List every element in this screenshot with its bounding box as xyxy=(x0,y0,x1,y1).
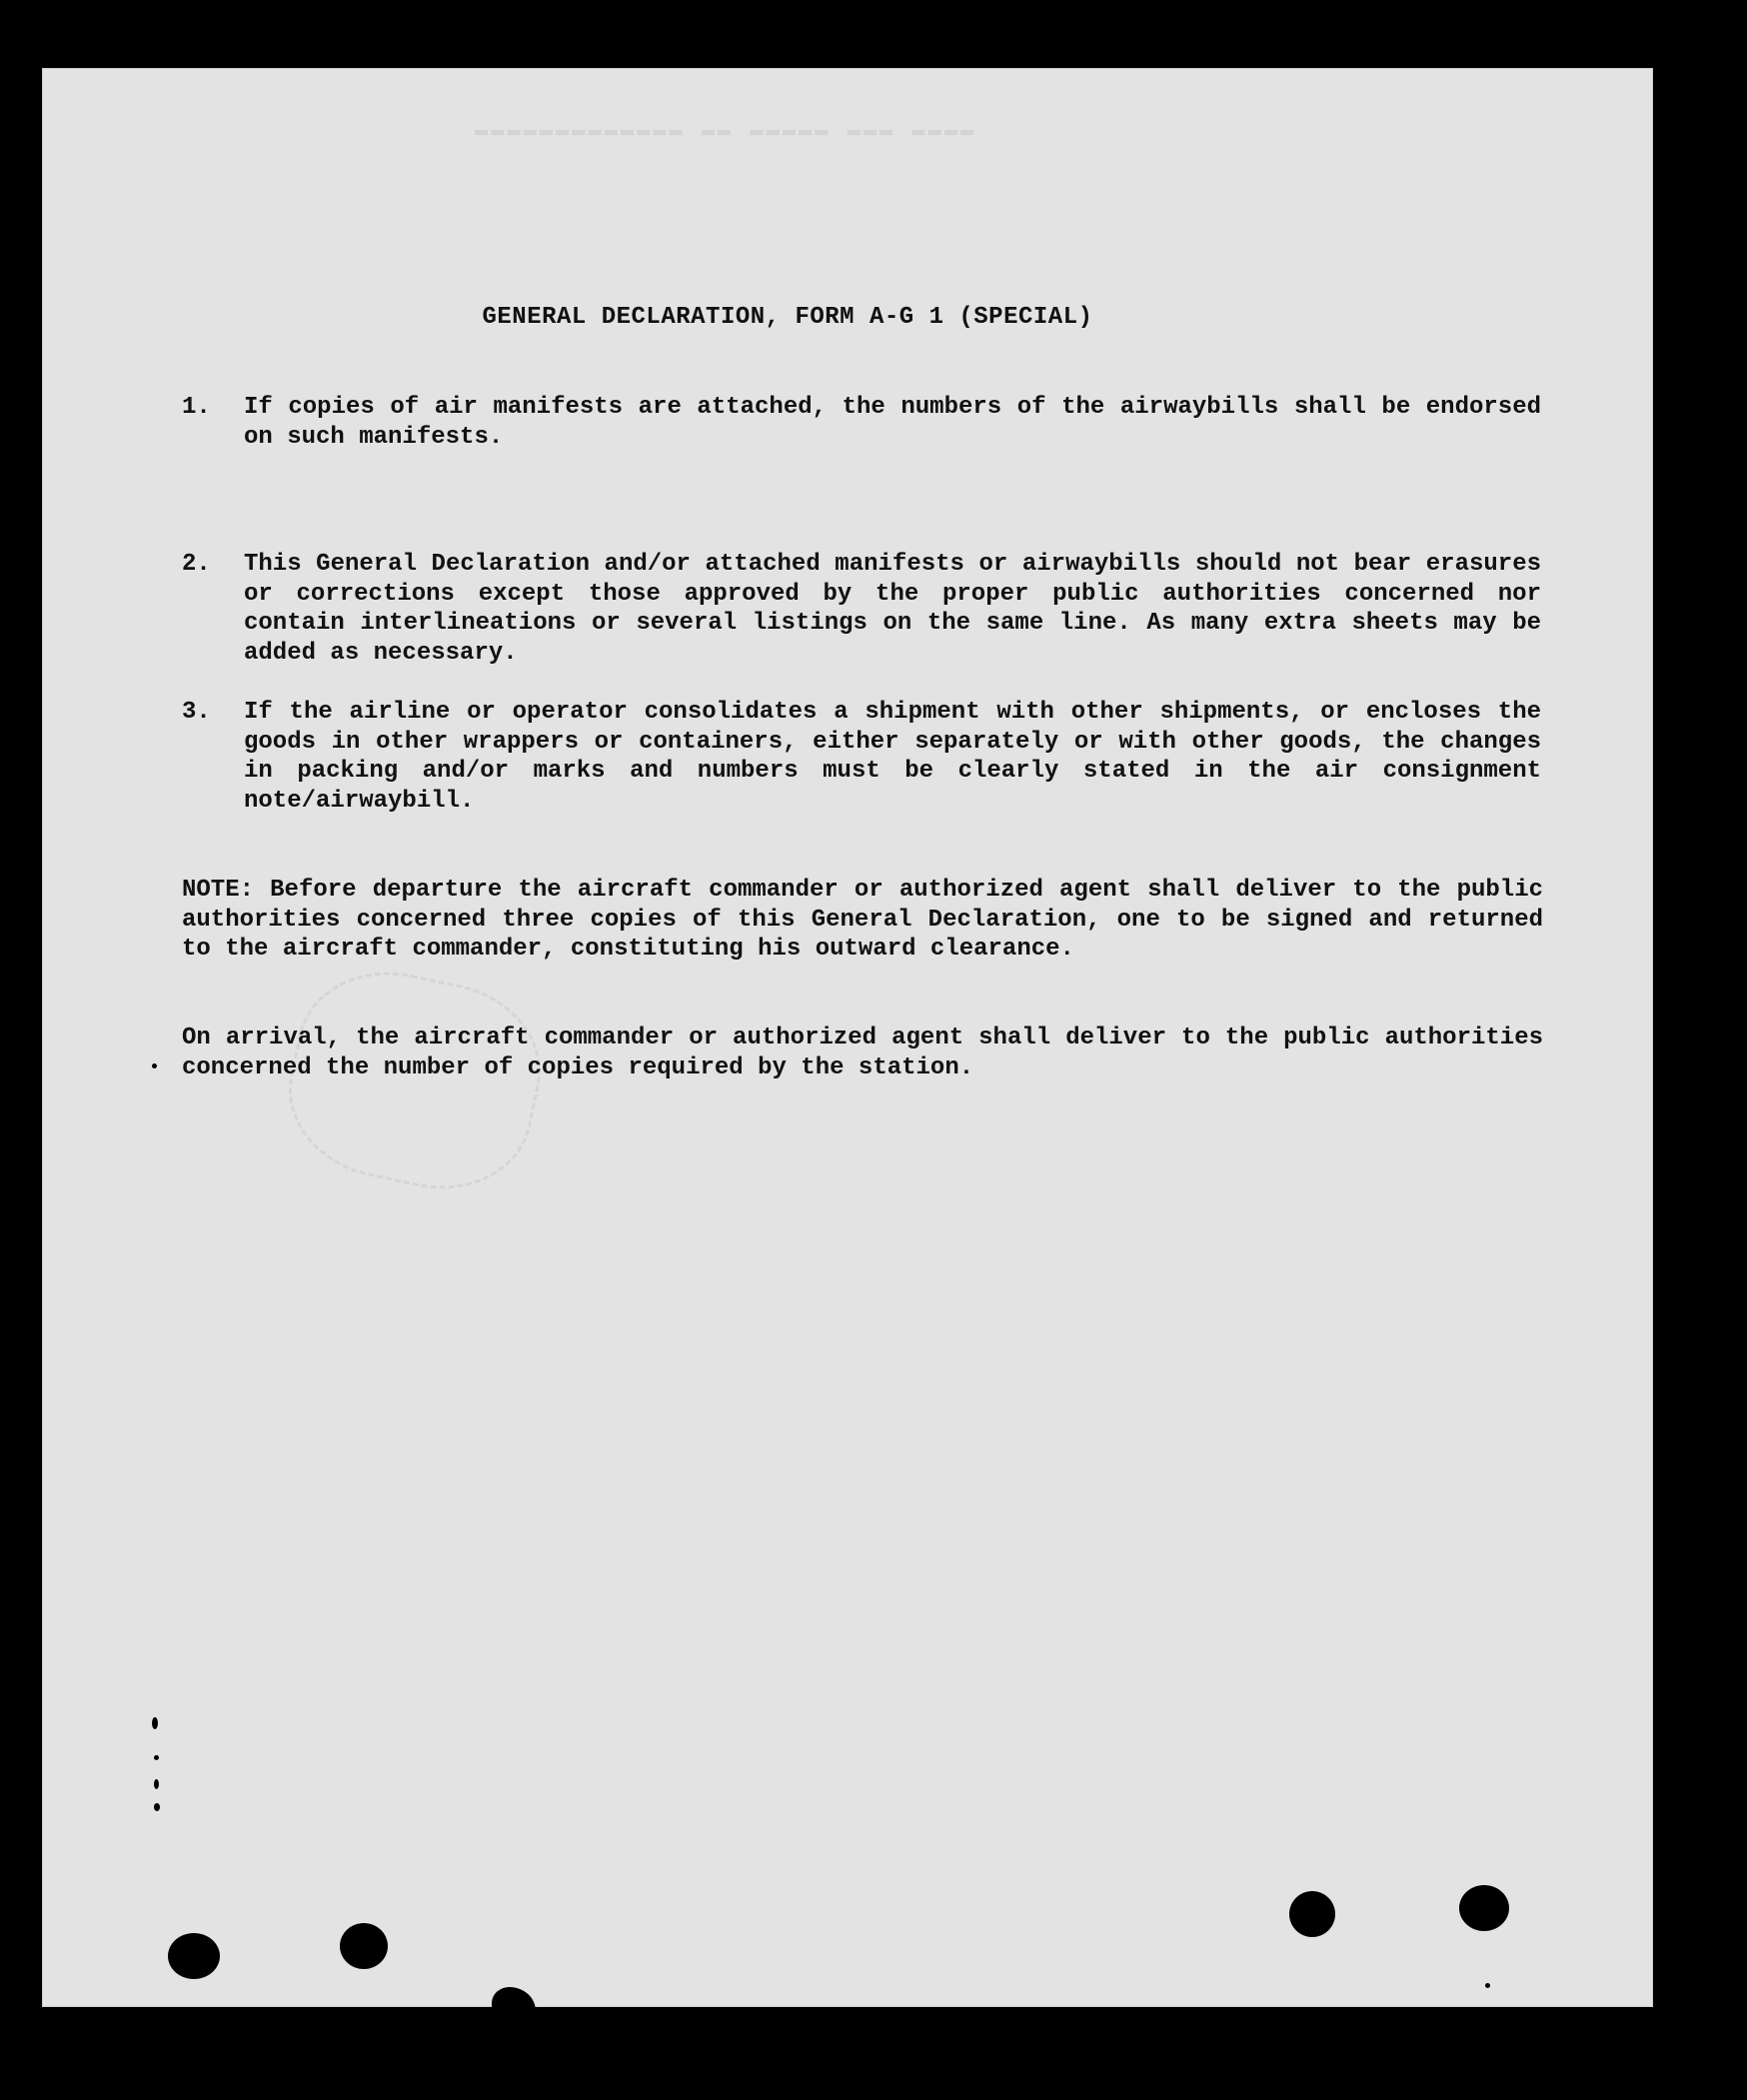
punch-hole xyxy=(1289,1891,1335,1937)
speck xyxy=(154,1755,159,1760)
list-item-number: 1. xyxy=(182,394,211,421)
speck xyxy=(154,1779,159,1789)
note-paragraph: NOTE: Before departure the aircraft commander or authorized agent shall deliver to the public authorities concerned three copies of this General Declaration, one to be signed and returned to the aircraft commander, constituting his outward clearance. xyxy=(182,877,1543,963)
bleed-through-text: ▬▬▬▬ ▬▬▬ ▬▬▬▬▬ ▬▬ ▬▬▬▬▬▬▬▬▬▬▬▬▬ xyxy=(472,118,974,143)
list-item-text: If the airline or operator consolidates a shipment with other shipments, or encloses the goods in other wrappers or containers, either separately or with other goods, the changes in packing and/or marks and numbers must be clearly stated in the air consignment note/airwaybill. xyxy=(244,699,1541,815)
page-title: GENERAL DECLARATION, FORM A-G 1 (SPECIAL) xyxy=(482,304,1093,331)
list-item xyxy=(182,550,1541,668)
punch-hole xyxy=(1459,1885,1509,1931)
punch-hole xyxy=(168,1933,220,1979)
list-item xyxy=(182,698,1541,816)
punch-hole xyxy=(340,1923,388,1969)
speck xyxy=(152,1063,157,1068)
arrival-paragraph: On arrival, the aircraft commander or authorized agent shall deliver to the public authorities concerned the number of copies required by the station. xyxy=(182,1025,1543,1081)
document-page xyxy=(42,68,1653,2007)
speck xyxy=(154,1803,160,1811)
list-item-text: If copies of air manifests are attached, the numbers of the airwaybills shall be endorsed on such manifests. xyxy=(244,394,1541,451)
list-item-text: This General Declaration and/or attached manifests or airwaybills should not bear erasures or corrections except those approved by the proper public authorities concerned nor contain interlineations or several listings on the same line. As many extra sheets may be added as necessary. xyxy=(244,551,1541,667)
list-item-number: 2. xyxy=(182,551,211,578)
speck xyxy=(1485,1983,1490,1988)
list-item-number: 3. xyxy=(182,699,211,726)
list-item xyxy=(182,393,1541,452)
speck xyxy=(152,1717,158,1729)
